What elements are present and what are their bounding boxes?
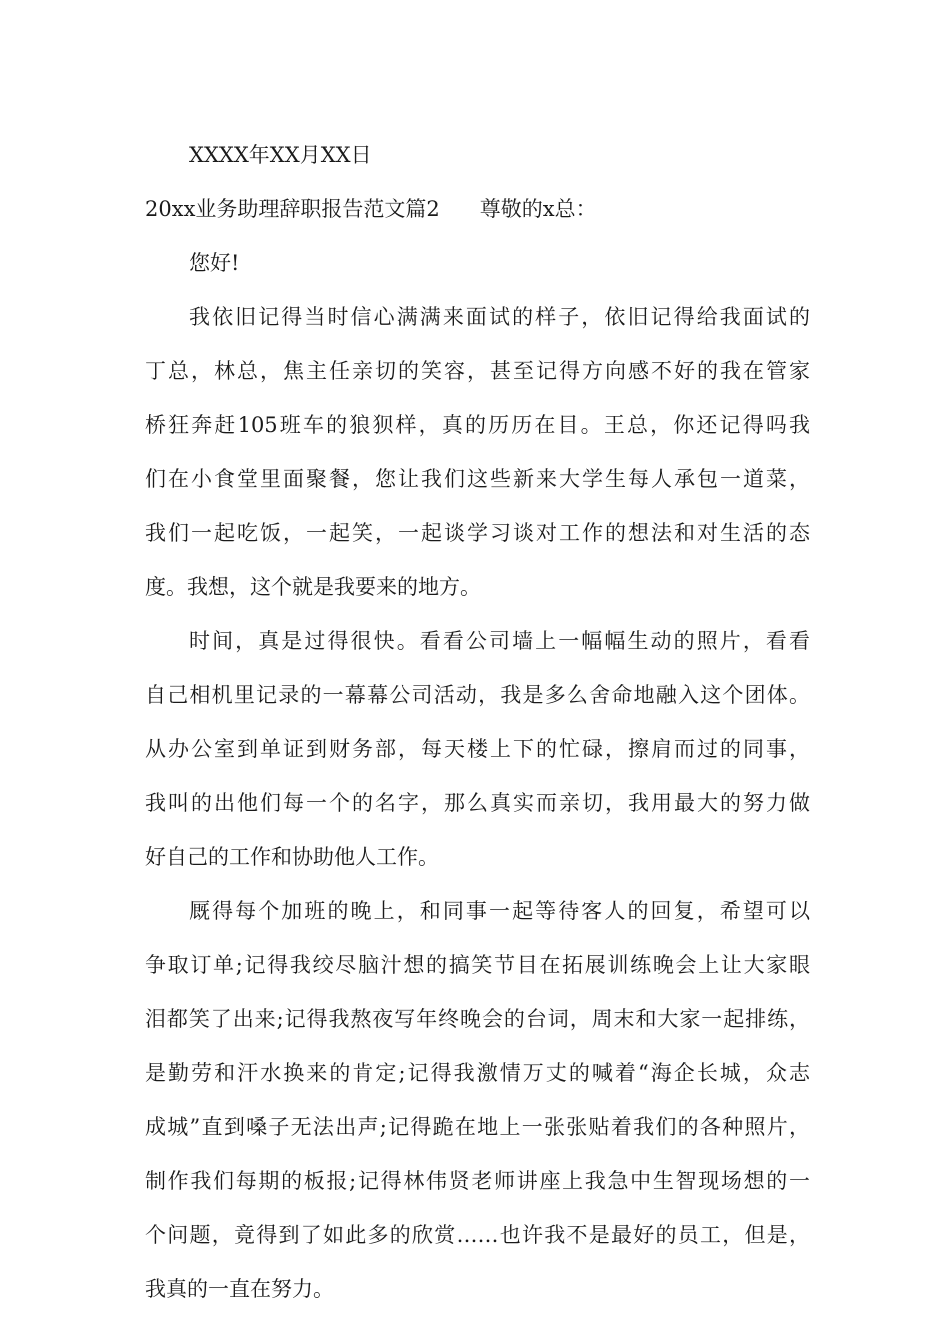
paragraph-line: 从办公室到单证到财务部，每天楼上下的忙碌，擦肩而过的同事，: [145, 737, 810, 761]
paragraph-line: 自己相机里记录的一幕幕公司活动，我是多么舍命地融入这个团体。: [145, 683, 810, 707]
paragraph-line: 我叫的出他们每一个的名字，那么真实而亲切，我用最大的努力做: [145, 791, 810, 815]
paragraph-line: 厩得每个加班的晚上，和同事一起等待客人的回复，希望可以: [189, 899, 810, 923]
paragraph-line: 们在小食堂里面聚餐，您让我们这些新来大学生每人承包一道菜，: [145, 467, 810, 491]
heading-line: [145, 182, 810, 236]
paragraph-line: 我真的一直在努力。: [145, 1277, 334, 1301]
paragraph-line: 争取订单;记得我绞尽脑汁想的搞笑节目在拓展训练晚会上让大家眼: [145, 953, 810, 977]
paragraph-line: 制作我们每期的板报;记得林伟贤老师讲座上我急中生智现场想的一: [145, 1169, 810, 1193]
paragraph-1: [145, 290, 810, 614]
paragraph-line: 时间，真是过得很快。看看公司墙上一幅幅生动的照片，看看: [189, 629, 810, 653]
paragraph-line: 度。我想，这个就是我要来的地方。: [145, 575, 481, 599]
paragraph-line: 个问题，竟得到了如此多的欣赏……也许我不是最好的员工，但是，: [145, 1223, 810, 1247]
greeting: 您好!: [189, 251, 240, 275]
letter-body: [145, 128, 810, 1316]
paragraph-2: [145, 614, 810, 884]
paragraph-line: 桥狂奔赶105班车的狼狈样，真的历历在目。王总，你还记得吗我: [145, 413, 810, 437]
paragraph-line: 是勤劳和汗水换来的肯定;记得我激情万丈的喊着“海企长城，众志: [145, 1061, 810, 1085]
date-line: XXXX年XX月XX日: [189, 143, 372, 167]
paragraph-line: 泪都笑了出来;记得我熬夜写年终晚会的台词，周末和大家一起排练，: [145, 1007, 810, 1031]
salutation: 尊敬的x总：: [479, 197, 597, 221]
paragraph-line: 我依旧记得当时信心满满来面试的样子，依旧记得给我面试的: [189, 305, 810, 329]
paragraph-line: 好自己的工作和协助他人工作。: [145, 845, 439, 869]
paragraph-3: [145, 884, 810, 1316]
paragraph-line: 成城”直到嗓子无法出声;记得跪在地上一张张贴着我们的各种照片，: [145, 1115, 810, 1139]
paragraph-line: 我们一起吃饭，一起笑，一起谈学习谈对工作的想法和对生活的态: [145, 521, 810, 545]
paragraph-line: 丁总，林总，焦主任亲切的笑容，甚至记得方向感不好的我在管家: [145, 359, 810, 383]
report-title: 20xx业务助理辞职报告范文篇2: [145, 197, 440, 221]
